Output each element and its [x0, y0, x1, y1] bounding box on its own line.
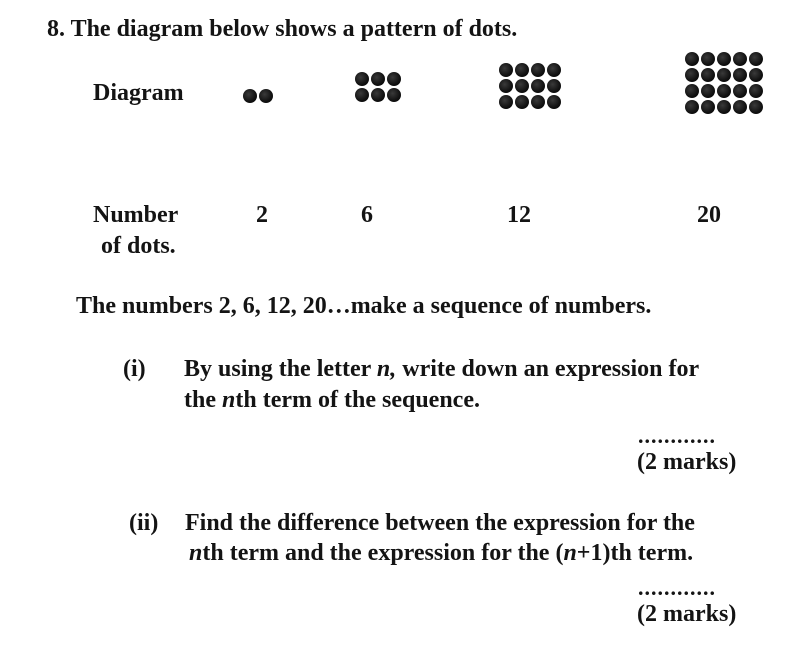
- number-of-dots-label-line2: of dots.: [101, 233, 176, 259]
- dot: [749, 52, 763, 66]
- part-i-var-a: n,: [376, 356, 397, 382]
- dot: [733, 52, 747, 66]
- dot: [371, 88, 385, 102]
- part-ii-text-c: +1)th term.: [576, 540, 694, 566]
- dot: [259, 89, 273, 103]
- dot: [717, 68, 731, 82]
- part-ii-text-a: Find the difference between the expression for the: [185, 510, 695, 536]
- sequence-statement: The numbers 2, 6, 12, 20…make a sequence of numbers.: [76, 293, 652, 319]
- dot: [701, 100, 715, 114]
- part-i-var-b: n: [222, 387, 236, 413]
- part-ii-line1: [129, 510, 695, 537]
- part-i-text-a: By using the letter: [184, 356, 377, 382]
- part-ii-text-b: th term and the expression for the (: [202, 540, 564, 566]
- dot: [547, 95, 561, 109]
- dot: [701, 84, 715, 98]
- part-i-line1: [123, 356, 699, 383]
- dot-count-4: 20: [697, 202, 721, 228]
- dot: [717, 84, 731, 98]
- dot: [243, 89, 257, 103]
- part-i-label: (i): [123, 356, 146, 382]
- dot: [685, 52, 699, 66]
- part-i-text-c: the: [184, 387, 222, 413]
- dot: [733, 100, 747, 114]
- part-ii-answer-line: ............: [638, 575, 716, 600]
- dot-pattern-1: [243, 89, 273, 103]
- part-ii-label: (ii): [129, 510, 159, 536]
- dot: [515, 63, 529, 77]
- part-ii-marks: (2 marks): [637, 601, 737, 627]
- dot: [685, 68, 699, 82]
- part-i-answer-line: ............: [638, 423, 716, 448]
- dot-count-1: 2: [256, 202, 268, 228]
- dot: [717, 100, 731, 114]
- dot: [371, 72, 385, 86]
- dot: [387, 72, 401, 86]
- dot-pattern-2: [355, 72, 401, 102]
- dot: [531, 95, 545, 109]
- dot: [749, 100, 763, 114]
- dot: [717, 52, 731, 66]
- dot-pattern-3: [499, 63, 561, 109]
- dot: [547, 79, 561, 93]
- part-ii-line2: [189, 540, 693, 567]
- dot: [499, 63, 513, 77]
- dot: [733, 84, 747, 98]
- dot: [531, 79, 545, 93]
- diagram-label: Diagram: [93, 80, 184, 106]
- dot-count-2: 6: [361, 202, 373, 228]
- dot: [749, 84, 763, 98]
- dot: [749, 68, 763, 82]
- dot-count-3: 12: [507, 202, 531, 228]
- part-ii-var-b: n: [563, 540, 577, 566]
- part-i-line2: [184, 387, 480, 414]
- dot: [499, 95, 513, 109]
- part-ii-var-a: n: [189, 540, 203, 566]
- dot: [355, 72, 369, 86]
- part-i-text-d: th term of the sequence.: [235, 387, 480, 413]
- part-i-text-b: write down an expression for: [396, 356, 700, 382]
- dot: [515, 95, 529, 109]
- question-title: 8. The diagram below shows a pattern of dots.: [47, 16, 518, 42]
- dot: [685, 100, 699, 114]
- dot: [685, 84, 699, 98]
- part-i-marks: (2 marks): [637, 449, 737, 475]
- dot: [701, 68, 715, 82]
- dot: [733, 68, 747, 82]
- dot-pattern-4: [685, 52, 763, 114]
- dot: [499, 79, 513, 93]
- dot: [531, 63, 545, 77]
- number-of-dots-label-line1: Number: [93, 202, 179, 228]
- dot: [515, 79, 529, 93]
- dot: [701, 52, 715, 66]
- dot: [547, 63, 561, 77]
- dot: [387, 88, 401, 102]
- dot: [355, 88, 369, 102]
